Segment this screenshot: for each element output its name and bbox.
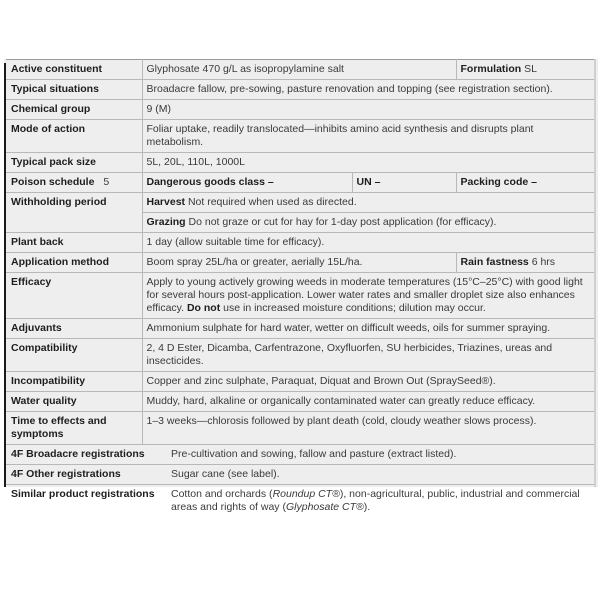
label-dangerous-goods: Dangerous goods class (146, 176, 265, 188)
withholding-grazing (142, 213, 594, 233)
row-mode-of-action (6, 120, 594, 153)
value-typical-situations: Broadacre fallow, pre-sowing, pasture renovation and topping (see registration section). (142, 80, 594, 100)
value-water-quality: Muddy, hard, alkaline or organically contaminated water can greatly reduce efficacy. (142, 392, 594, 412)
right-border (594, 59, 596, 487)
row-typical-situations (6, 80, 594, 100)
label-harvest: Harvest (146, 196, 186, 208)
value-active-constituent: Glyphosate 470 g/L as isopropylamine salt (142, 60, 456, 80)
similar-product-1: Roundup CT® (272, 488, 340, 500)
value-adjuvants: Ammonium sulphate for hard water, wetter on difficult weeds, oils for summer spraying. (142, 319, 594, 339)
similar-text-2: ), non-agricultural, public, industrial and commercial areas and rights of way ( (171, 488, 580, 513)
value-other-registrations: Sugar cane (see label). (171, 468, 280, 480)
value-plant-back: 1 day (allow suitable time for efficacy). (142, 233, 594, 253)
row-similar-registrations (6, 485, 594, 518)
row-other-registrations (6, 465, 594, 485)
label-grazing: Grazing (146, 216, 186, 228)
label-incompatibility: Incompatibility (6, 372, 142, 392)
label-chemical-group: Chemical group (6, 100, 142, 120)
value-similar-registrations (167, 485, 594, 517)
rain-fastness-cell (456, 253, 594, 273)
label-compatibility: Compatibility (6, 339, 142, 372)
withholding-harvest (142, 193, 594, 213)
row-time-to-effects (6, 412, 594, 445)
row-compatibility (6, 339, 594, 372)
label-adjuvants: Adjuvants (6, 319, 142, 339)
un-cell (352, 173, 456, 193)
dangerous-goods-cell (142, 173, 352, 193)
label-active-constituent: Active constituent (6, 60, 142, 80)
similar-text-3: ). (363, 501, 371, 513)
value-packing-code: – (531, 176, 537, 188)
value-compatibility: 2, 4 D Ester, Dicamba, Carfentrazone, Oxyfluorfen, SU herbicides, Triazines, ureas and insecticides. (142, 339, 594, 372)
value-broadacre-registrations: Pre-cultivation and sowing, fallow and pasture (extract listed). (171, 448, 457, 460)
label-pack-size: Typical pack size (6, 153, 142, 173)
label-application-method: Application method (6, 253, 142, 273)
label-other-registrations: 4F Other registrations (11, 468, 121, 480)
value-chemical-group: 9 (M) (142, 100, 594, 120)
efficacy-do-not: Do not (186, 302, 221, 314)
value-time-to-effects: 1–3 weeks—chlorosis followed by plant death (cold, cloudy weather slows process). (142, 412, 594, 445)
label-similar-registrations: Similar product registrations (11, 488, 155, 500)
label-poison-schedule: Poison schedule (11, 176, 95, 188)
packing-code-cell (456, 173, 594, 193)
formulation-label: Formulation (460, 63, 522, 75)
label-rain-fastness: Rain fastness (460, 256, 529, 268)
value-harvest: Not required when used as directed. (187, 196, 357, 208)
row-water-quality (6, 392, 594, 412)
value-efficacy (142, 273, 594, 319)
label-broadacre-registrations: 4F Broadacre registrations (11, 448, 145, 460)
value-dangerous-goods: – (267, 176, 274, 188)
row-application-method (6, 253, 594, 273)
row-adjuvants (6, 319, 594, 339)
label-mode-of-action: Mode of action (6, 120, 142, 153)
row-poison-schedule (6, 173, 594, 193)
formulation-cell (456, 60, 594, 80)
value-rain-fastness: 6 hrs (531, 256, 556, 268)
label-water-quality: Water quality (6, 392, 142, 412)
row-broadacre-registrations (6, 445, 594, 465)
formulation-value: SL (524, 63, 537, 75)
row-efficacy (6, 273, 594, 319)
poison-cell (6, 173, 142, 193)
row-active-constituent (6, 60, 594, 80)
efficacy-text-1: Apply to young actively growing weeds in moderate temperatures (15°C–25°C) with good light for several hours post-application. Lower water rates and smaller droplet size also enhances efficacy. (146, 276, 583, 314)
label-typical-situations: Typical situations (6, 80, 142, 100)
similar-product-2: Glyphosate CT® (285, 501, 364, 513)
row-pack-size (6, 153, 594, 173)
value-incompatibility: Copper and zinc sulphate, Paraquat, Diquat and Brown Out (SpraySeed®). (142, 372, 594, 392)
value-grazing: Do not graze or cut for hay for 1-day post application (for efficacy). (188, 216, 497, 228)
label-withholding-period: Withholding period (6, 193, 142, 233)
value-un: – (374, 176, 381, 188)
row-incompatibility (6, 372, 594, 392)
label-packing-code: Packing code (460, 176, 529, 188)
label-efficacy: Efficacy (6, 273, 142, 319)
value-mode-of-action: Foliar uptake, readily translocated—inhibits amino acid synthesis and disrupts plant metabolism. (142, 120, 594, 153)
label-un: UN (356, 176, 372, 188)
similar-text-1: Cotton and orchards ( (171, 488, 273, 500)
value-poison-schedule: 5 (103, 176, 110, 188)
product-info-table (6, 59, 594, 517)
value-application-method: Boom spray 25L/ha or greater, aerially 15L/ha. (142, 253, 456, 273)
row-withholding-harvest (6, 193, 594, 213)
label-time-to-effects: Time to effects and symptoms (6, 412, 142, 445)
value-pack-size: 5L, 20L, 110L, 1000L (142, 153, 594, 173)
row-plant-back (6, 233, 594, 253)
row-chemical-group (6, 100, 594, 120)
efficacy-text-2: use in increased moisture conditions; dilution may occur. (223, 302, 486, 314)
label-plant-back: Plant back (6, 233, 142, 253)
